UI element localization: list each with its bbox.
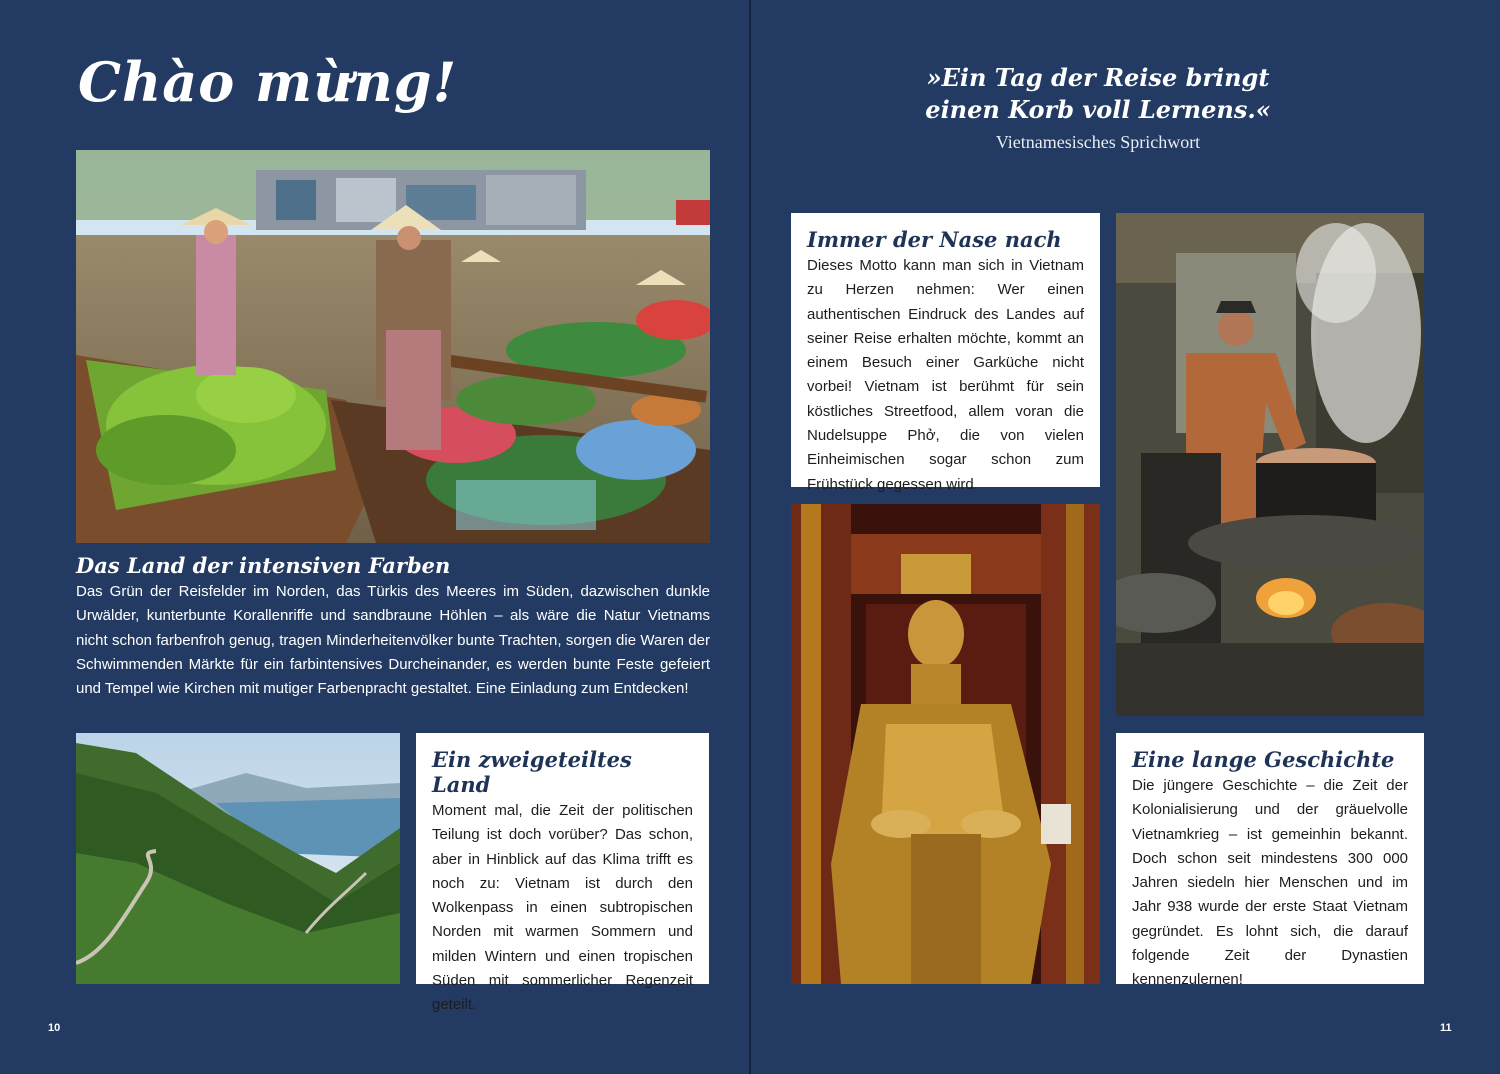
page-number-left: 10 xyxy=(48,1022,61,1034)
page-title: Chào mừng! xyxy=(78,50,458,114)
proverb-quote xyxy=(900,62,1296,153)
section-body: Moment mal, die Zeit der politischen Teilung ist doch vorüber? Das schon, aber in Hinblick auf das Klima trifft es noch zu: Vietnam ist durch den Wolkenpass in einen subtropischen Norden mit warmen Sommern und milden Wintern und einen tropischen Süden mit sommerlicher Regenzeit geteilt. xyxy=(432,802,693,1014)
section-heading: Das Land der intensiven Farben xyxy=(76,553,451,578)
quote-line-2: einen Korb voll Lernens.« xyxy=(925,95,1271,124)
section-heading: Eine lange Geschichte xyxy=(1132,747,1395,772)
section-heading: Ein zweigeteiltes Land xyxy=(432,747,632,797)
section-body: Dieses Motto kann man sich in Vietnam zu Herzen nehmen: Wer einen authentischen Eindruck des Landes auf seiner Reise erhalten möchte, kommt an einem Besuch einer Garküche nicht vorbei! Vietnam ist berühmt für sein köstliches Streetfood, allem voran die Nudelsuppe Phở, die von vielen Einheimischen sogar schon zum Frühstück gegessen wird. xyxy=(807,257,1084,493)
page-number-right: 11 xyxy=(1440,1022,1452,1034)
section-body: Das Grün der Reisfelder im Norden, das Türkis des Meeres im Süden, dazwischen dunkle Urwälder, kunterbunte Korallenriffe und sandbraune Höhlen – als wäre die Natur Vietnams nicht schon farbenfroh genug, tragen Minderheitenvölker bunte Trachten, sorgen die Waren der Schwimmenden Märkte für ein farbintensives Durcheinander, es werden bunte Feste gefeiert und Tempel wie Kirchen mit mutiger Farbenpracht gestaltet. Eine Einladung zum Entdecken! xyxy=(76,583,710,698)
section-divided-country xyxy=(416,733,709,1014)
temple-statue-photo xyxy=(791,504,1100,984)
floating-market-photo xyxy=(76,150,710,543)
mountain-pass-photo xyxy=(76,733,400,984)
section-long-history xyxy=(1116,733,1424,989)
section-follow-your-nose xyxy=(791,213,1100,493)
section-body: Die jüngere Geschichte – die Zeit der Kolonialisierung und der gräuelvolle Vietnamkrieg – ist gemeinhin bekannt. Doch schon seit mindestens 300 000 Jahren siedeln hier Menschen und im Jahr 938 wurde der erste Staat Vietnam gegründet. Es lohnt sich, die darauf folgende Zeit der Dynastien kennenzulernen! xyxy=(1132,777,1408,989)
street-kitchen-photo xyxy=(1116,213,1424,716)
quote-line-1: »Ein Tag der Reise bringt xyxy=(926,63,1270,92)
section-heading: Immer der Nase nach xyxy=(807,227,1062,252)
quote-source: Vietnamesisches Sprichwort xyxy=(995,132,1201,152)
section-land-of-colors xyxy=(76,553,710,701)
